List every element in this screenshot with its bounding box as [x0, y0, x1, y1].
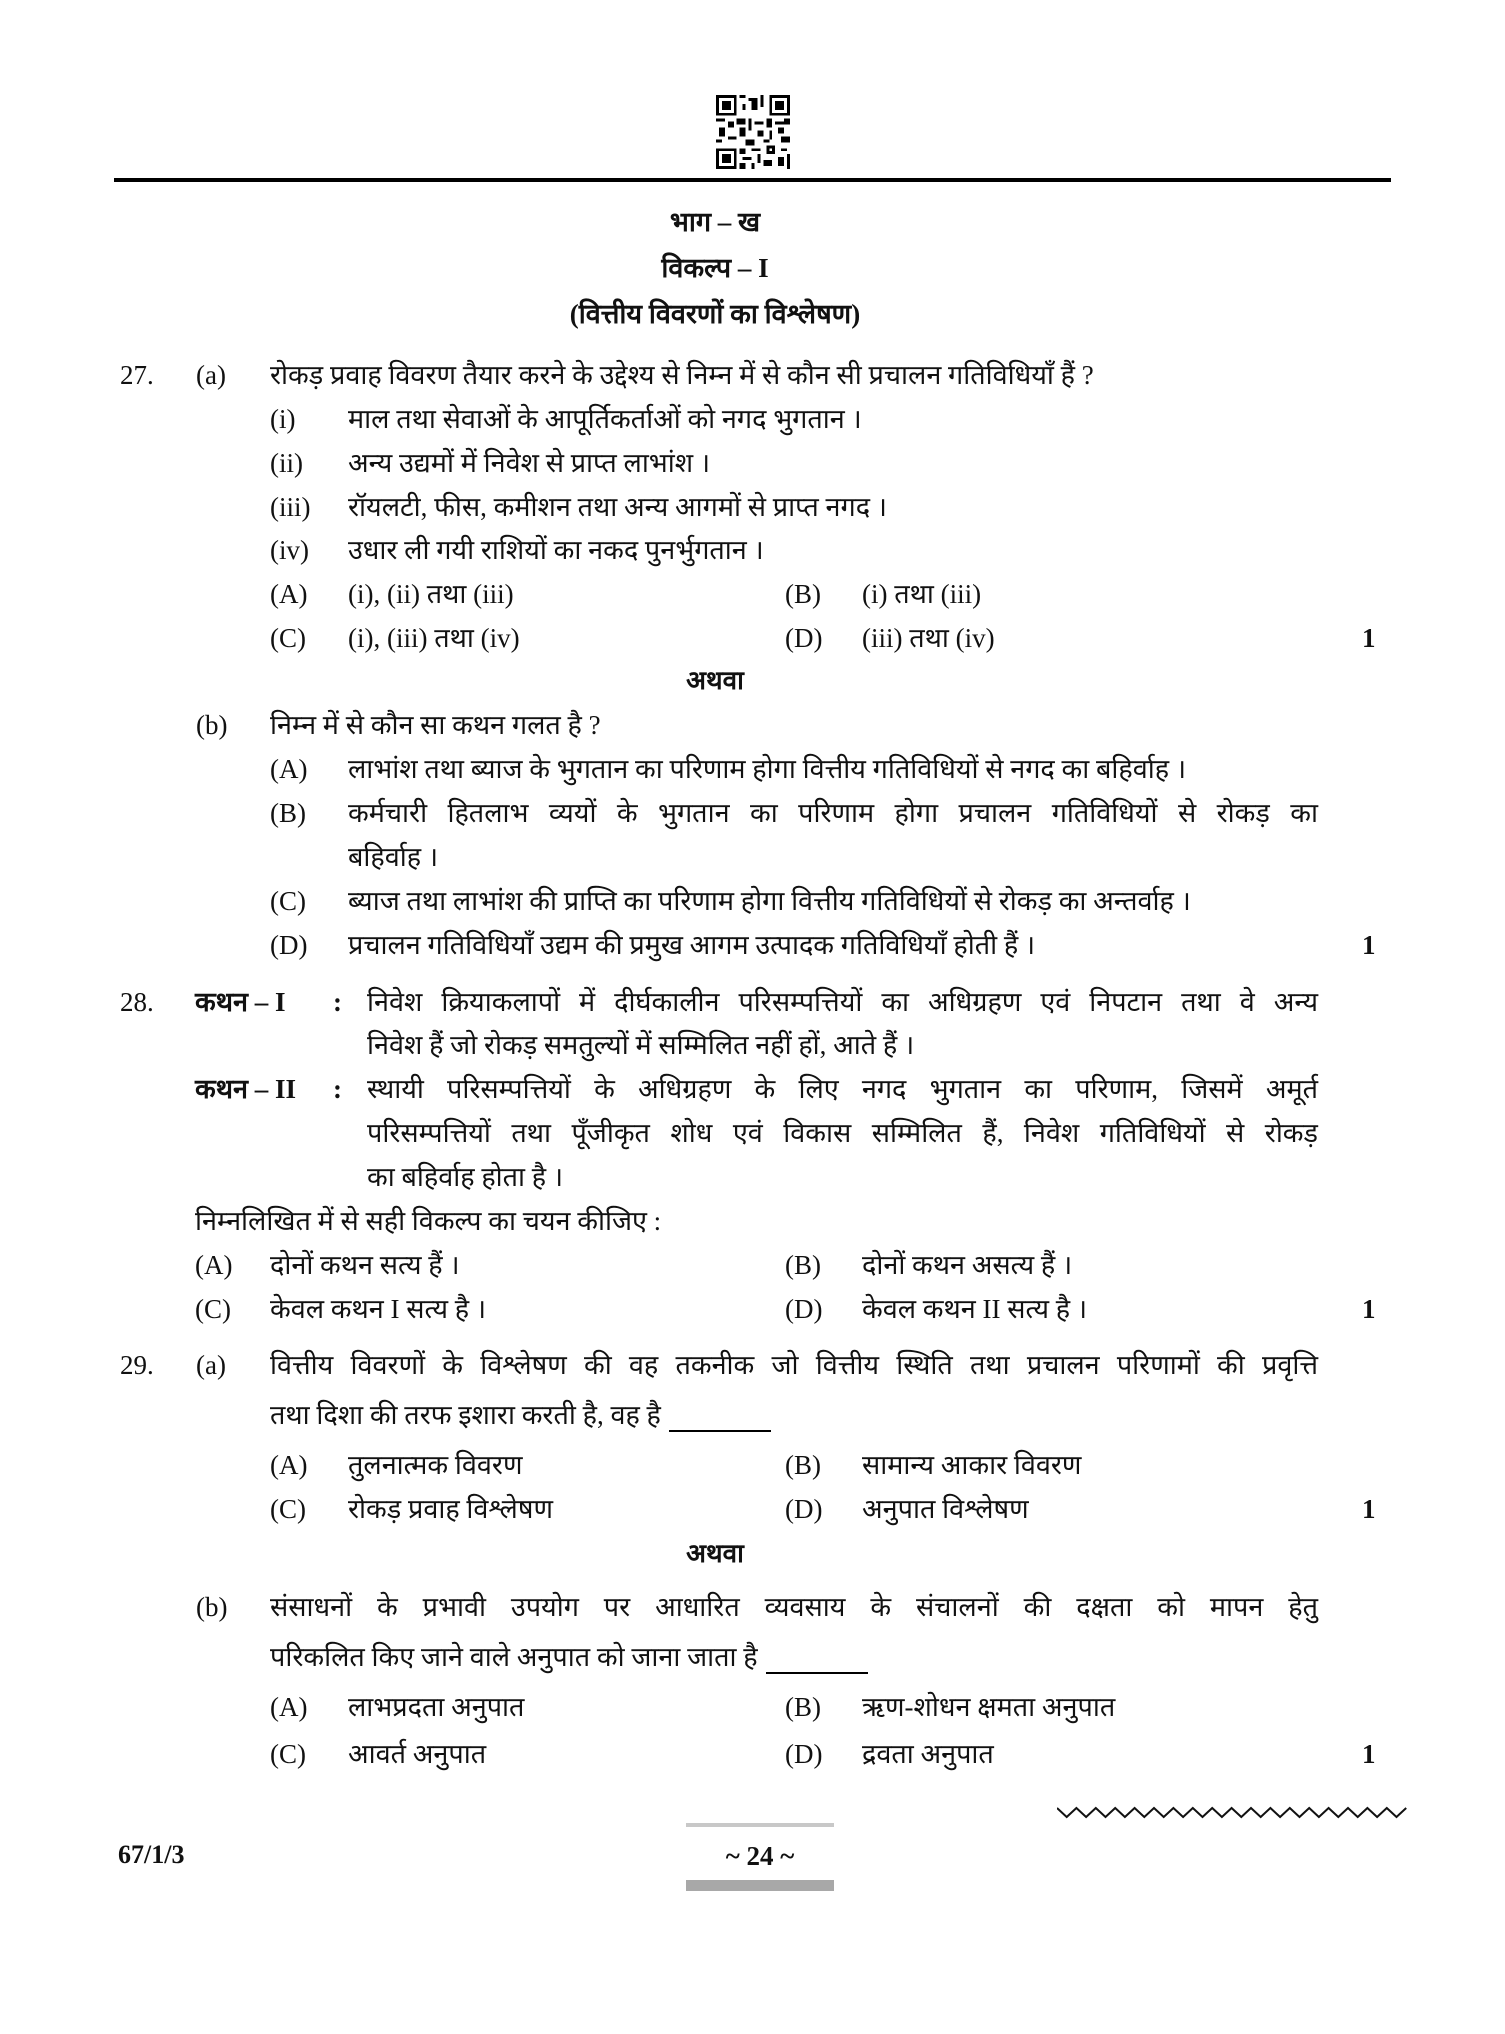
option-label: (C)	[270, 1494, 306, 1524]
option-label: (A)	[195, 1250, 233, 1280]
option-label: (D)	[270, 930, 308, 960]
question-text: संसाधनों के प्रभावी उपयोग पर आधारित व्यवसाय के संचालनों की दक्षता को मापन हेतु	[270, 1592, 1318, 1622]
option-text: केवल कथन I सत्य है ।	[270, 1294, 487, 1324]
or-separator: अथवा	[686, 666, 744, 695]
option-label: (C)	[270, 1739, 306, 1769]
option-label: (D)	[785, 1494, 823, 1524]
subpart-label: (b)	[196, 710, 228, 740]
subject-heading: (वित्तीय विवरणों का विश्लेषण)	[569, 299, 861, 329]
statement-2-text: स्थायी परिसम्पत्तियों के अधिग्रहण के लिए नगद भुगतान का परिणाम, जिसमें अमूर्त	[367, 1074, 1318, 1104]
fill-in-blank	[766, 1646, 868, 1674]
option-label: (B)	[270, 798, 306, 828]
option-text: (i), (ii) तथा (iii)	[348, 579, 514, 609]
option-label: (B)	[785, 1450, 821, 1480]
question-text-continued	[270, 1640, 868, 1674]
question-text: रोकड़ प्रवाह विवरण तैयार करने के उद्देश्य से निम्न में से कौन सी प्रचालन गतिविधियाँ हैं ?	[270, 360, 1094, 390]
option-label: (D)	[785, 1294, 823, 1324]
question-text: निम्न में से कौन सा कथन गलत है ?	[270, 710, 601, 740]
instruction-text: निम्नलिखित में से सही विकल्प का चयन कीजिए :	[195, 1206, 662, 1236]
marks: 1	[1362, 930, 1376, 960]
or-separator: अथवा	[686, 1539, 744, 1568]
option-label: (C)	[270, 886, 306, 916]
wavy-line-icon	[1057, 1803, 1407, 1821]
subpart-label: (b)	[196, 1592, 228, 1622]
marks: 1	[1362, 1494, 1376, 1524]
qr-code-icon	[716, 95, 790, 169]
option-text: सामान्य आकार विवरण	[862, 1450, 1082, 1480]
option-text: रोकड़ प्रवाह विश्लेषण	[348, 1494, 553, 1524]
fill-in-blank	[669, 1404, 771, 1432]
page-number-top-bar	[686, 1823, 834, 1827]
option-text: लाभांश तथा ब्याज के भुगतान का परिणाम होगा वित्तीय गतिविधियों से नगद का बहिर्वाह ।	[348, 754, 1187, 784]
statement-2-text-continued: का बहिर्वाह होता है ।	[367, 1162, 564, 1192]
question-text-line: तथा दिशा की तरफ इशारा करती है, वह है	[270, 1400, 661, 1430]
option-label: (A)	[270, 1450, 308, 1480]
item-text: उधार ली गयी राशियों का नकद पुनर्भुगतान ।	[348, 535, 764, 565]
question-text: वित्तीय विवरणों के विश्लेषण की वह तकनीक जो वित्तीय स्थिति तथा प्रचालन परिणामों की प्रवृत्ति	[270, 1350, 1318, 1380]
option-label: (A)	[270, 754, 308, 784]
item-text: रॉयलटी, फीस, कमीशन तथा अन्य आगमों से प्राप्त नगद ।	[348, 492, 888, 522]
question-text-continued	[270, 1398, 771, 1432]
option-label: (A)	[270, 1692, 308, 1722]
option-text: ब्याज तथा लाभांश की प्राप्ति का परिणाम होगा वित्तीय गतिविधियों से रोकड़ का अन्तर्वाह ।	[348, 886, 1191, 916]
statement-1-text-continued: निवेश हैं जो रोकड़ समतुल्यों में सम्मिलित नहीं हों, आते हैं ।	[367, 1030, 915, 1060]
marks: 1	[1362, 623, 1376, 653]
statement-1-text: निवेश क्रियाकलापों में दीर्घकालीन परिसम्पत्तियों का अधिग्रहण एवं निपटान तथा वे अन्य	[367, 987, 1318, 1017]
option-text: द्रवता अनुपात	[862, 1739, 994, 1769]
subpart-label: (a)	[196, 360, 226, 390]
option-text: केवल कथन II सत्य है ।	[862, 1294, 1088, 1324]
item-label: (iv)	[270, 535, 309, 565]
question-number: 28.	[120, 987, 154, 1017]
item-text: माल तथा सेवाओं के आपूर्तिकर्ताओं को नगद भुगतान ।	[348, 404, 862, 434]
option-label: (B)	[785, 1250, 821, 1280]
statement-1-colon: :	[333, 987, 342, 1017]
option-text: आवर्त अनुपात	[348, 1739, 487, 1769]
statement-2-colon: :	[333, 1074, 342, 1104]
option-text: अनुपात विश्लेषण	[862, 1494, 1029, 1524]
option-text: तुलनात्मक विवरण	[348, 1450, 523, 1480]
part-heading: भाग – ख	[669, 207, 761, 237]
page-number-bottom-bar	[686, 1880, 834, 1891]
page-number: ~ 24 ~	[725, 1841, 795, 1871]
option-text: ऋण-शोधन क्षमता अनुपात	[862, 1692, 1116, 1722]
statement-2-label: कथन – II	[195, 1074, 296, 1104]
item-label: (iii)	[270, 492, 311, 522]
option-label: (D)	[785, 1739, 823, 1769]
option-text: (i), (iii) तथा (iv)	[348, 623, 520, 653]
option-label: (C)	[270, 623, 306, 653]
item-label: (i)	[270, 404, 296, 434]
question-number: 27.	[120, 360, 154, 390]
statement-1-label: कथन – I	[195, 987, 286, 1017]
option-text: दोनों कथन असत्य हैं ।	[862, 1250, 1073, 1280]
option-text-continued: बहिर्वाह ।	[348, 842, 439, 872]
option-text: (i) तथा (iii)	[862, 579, 982, 609]
marks: 1	[1362, 1294, 1376, 1324]
item-label: (ii)	[270, 448, 303, 478]
option-text: कर्मचारी हितलाभ व्ययों के भुगतान का परिणाम होगा प्रचालन गतिविधियों से रोकड़ का	[348, 798, 1318, 828]
header-rule	[114, 178, 1391, 182]
subpart-label: (a)	[196, 1350, 226, 1380]
option-label: (B)	[785, 1692, 821, 1722]
option-label: (B)	[785, 579, 821, 609]
option-heading: विकल्प – I	[661, 253, 769, 283]
option-label: (D)	[785, 623, 823, 653]
paper-code: 67/1/3	[118, 1840, 185, 1869]
option-label: (A)	[270, 579, 308, 609]
marks: 1	[1362, 1739, 1376, 1769]
option-text: दोनों कथन सत्य हैं ।	[270, 1250, 460, 1280]
statement-2-text-continued: परिसम्पत्तियों तथा पूँजीकृत शोध एवं विकास सम्मिलित हैं, निवेश गतिविधियों से रोकड़	[367, 1118, 1318, 1148]
option-text: (iii) तथा (iv)	[862, 623, 995, 653]
option-text: प्रचालन गतिविधियाँ उद्यम की प्रमुख आगम उत्पादक गतिविधियाँ होती हैं ।	[348, 930, 1036, 960]
option-label: (C)	[195, 1294, 231, 1324]
question-text-line: परिकलित किए जाने वाले अनुपात को जाना जाता है	[270, 1642, 758, 1672]
question-number: 29.	[120, 1350, 154, 1380]
item-text: अन्य उद्यमों में निवेश से प्राप्त लाभांश ।	[348, 448, 711, 478]
option-text: लाभप्रदता अनुपात	[348, 1692, 525, 1722]
